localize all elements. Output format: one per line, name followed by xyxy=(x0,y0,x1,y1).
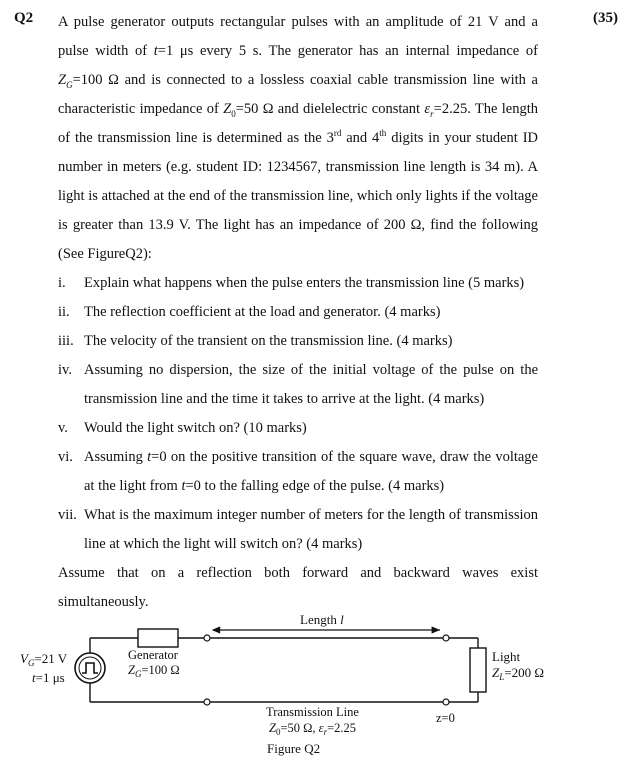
pulse-source-icon xyxy=(75,653,105,683)
part-item: v. Would the light switch on? (10 marks) xyxy=(58,420,307,436)
generator-label: Generator xyxy=(128,648,178,662)
question-parts-list xyxy=(58,269,538,559)
part-item: vi. Assuming t=0 on the positive transition of the square wave, draw the voltage at the light from t=0 to the falling edge of the pulse. (4 marks) xyxy=(58,449,538,494)
question-intro: A pulse generator outputs rectangular pulses with an amplitude of 21 V and a pulse width of t=1 μs every 5 s. The generator has an internal impedance of $Z_G=100$ Ω and is connected to a lossless coaxial cable transmission line with a characteristic impedance of $Z_0=50$ Ω and dielelectric constant $\varepsilon_r=2.25$. The length of the transmission line is determined as the 3rd and 4th digits in your student ID number in meters (e.g. student ID: 1234567, transmission line length is 34 m). A light is attached at the end of the transmission line, which only lights if the voltage is greater than 13.9 V. The light has an impedance of 200 Ω, find the following (See FigureQ2): xyxy=(58,14,538,262)
light-impedance-label: $Z_L=200$ Ω xyxy=(492,665,544,682)
generator-resistor-icon xyxy=(138,629,178,647)
node-icon xyxy=(204,699,210,705)
figure-caption: Figure Q2 xyxy=(267,741,321,756)
generator-impedance-label: $Z_G=100$ Ω xyxy=(128,663,180,679)
light-label: Light xyxy=(492,649,521,664)
source-pulse-width-label: t=1 μs xyxy=(32,670,65,685)
part-item: iv. Assuming no dispersion, the size of the initial voltage of the pulse on the transmission line and the time it takes to arrive at the light. (4 marks) xyxy=(58,362,538,407)
part-item: ii. The reflection coefficient at the load and generator. (4 marks) xyxy=(58,304,441,320)
question-number: Q2 xyxy=(14,10,34,26)
load-resistor-icon xyxy=(470,648,486,692)
part-item: iii. The velocity of the transient on the transmission line. (4 marks) xyxy=(58,333,453,349)
part-item: i. Explain what happens when the pulse enters the transmission line (5 marks) xyxy=(58,275,525,291)
circuit-figure xyxy=(0,600,630,769)
length-label: Length l xyxy=(300,612,344,627)
z-origin-label: z=0 xyxy=(436,711,455,725)
question-note: Assume that on a reflection both forward and backward waves exist simultaneously. xyxy=(58,565,538,610)
transmission-line-label: Transmission Line xyxy=(266,705,359,719)
node-icon xyxy=(443,699,449,705)
question-marks: (35) xyxy=(593,10,618,26)
node-icon xyxy=(443,635,449,641)
source-voltage-label: $V_G=21$ V xyxy=(20,651,68,668)
part-item: vii. What is the maximum integer number of meters for the length of transmission line at which the light will switch on? (4 marks) xyxy=(58,507,538,552)
transmission-line-params: $Z_0=50$ Ω, $\varepsilon_r=2.25$ xyxy=(269,721,357,737)
node-icon xyxy=(204,635,210,641)
